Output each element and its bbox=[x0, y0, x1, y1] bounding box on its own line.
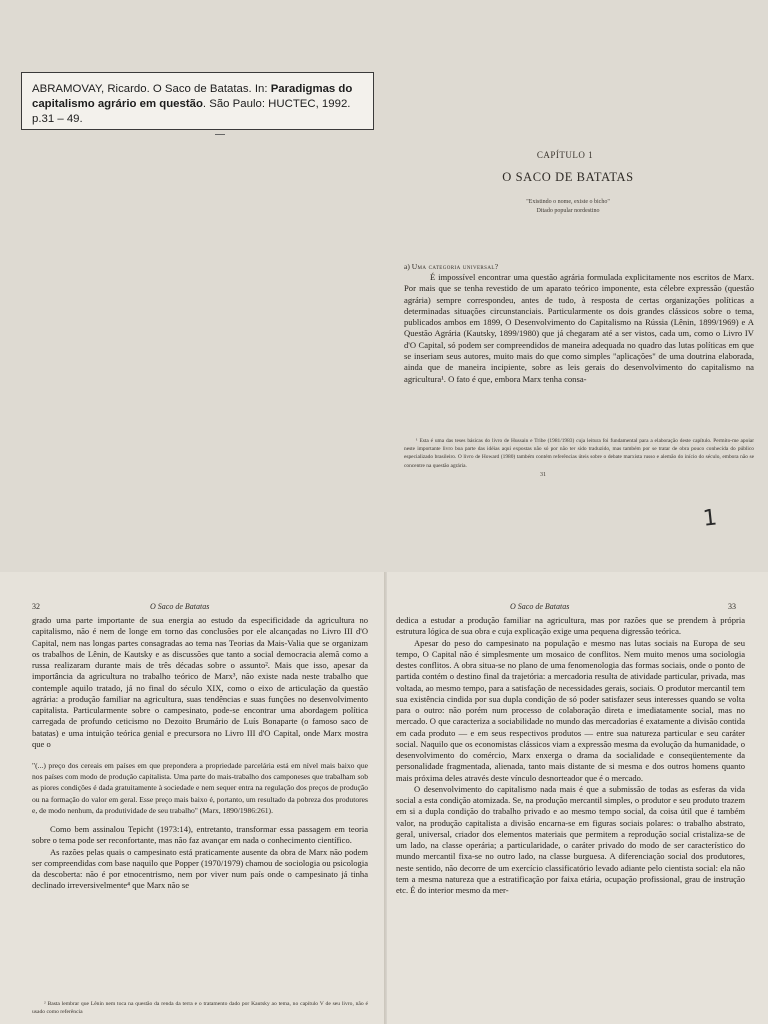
scan-dash-mark bbox=[215, 134, 225, 135]
left-paragraph-1: grado uma parte importante de sua energia ao estudo da especificidade da agricultura no capitalismo, não é nem de longe em torno das conclusões por ele alcançadas no Livro III d'O Capital, nem nas longas partes consagradas ao tema nas Teorias da Mais-Valia que se organizam os trabalhos de Lênin, de Kautsky e as discussões que tanto a social democracia alemã como a russa realizaram durante mais de três décadas sobre o assunto². Mais que isso, apesar da importância da agricultura no trabalho teórico de Marx³, não existe nada neste trabalho que contemple aquilo tratado, já no final do século XIX, como o eixo de articulação da questão agrária: a produção familiar na agricultura, suas tendências e suas funções no desenvolvimento capitalista. Particularmente sobre o campesinato, pode-se encontrar uma abordagem política carregada de profundo ceticismo no Dezoito Brumário de Luís Bonaparte (o famoso saco de batatas) e uma intuição teórica genial e precursora no Livro III d'O Capital, onde Marx mostra que o bbox=[32, 615, 368, 749]
right-running-title-text: O Saco de Batatas bbox=[510, 602, 570, 611]
left-page-footnote bbox=[32, 1000, 368, 1016]
marx-quote-text: "(...) preço dos cereais em países em que prepondera a propriedade parcelária está em nível mais baixo que nos países com modo de produção capitalista. Uma parte do mais-trabalho dos camponeses que trabalham sob as piores condições é dada gratuitamente à sociedade e nem sequer entra na regulação dos preços de produção ou na formação do valor em geral. Esse preço mais baixo é, portanto, um resultado da pobreza dos produtores e, de modo nenhum, da produtividade de seu trabalho" (Marx, 1890/1986:261). bbox=[32, 761, 368, 815]
right-page-column bbox=[396, 615, 745, 896]
right-paragraph-3: O desenvolvimento do capitalismo nada mais é que a submissão de todas as esferas da vida social a esta condição atomizada. Se, na produção mercantil simples, o produtor e seu produto trazem em si a dupla condição do trabalho privado e ao mesmo tempo social, da coisa útil que é também valor, na produção capitalista a divisão encarna-se em figuras sociais polares: o trabalho abstrato, geral, universal, criador dos elementos materiais que permitem a reprodução social cristaliza-se de um lado, na classe operária; a particularidade, o caráter privado do modo de ser característico do mundo mercantil fixa-se no outro lado, na classe burguesa. A diferenciação social dos produtores, neste sentido, não decorre de um exercício classificatório levado adiante pelo cientista social: ela não tem a mesma natureza que a estratificação por faixa etária, ocupação profissional, grau de instrução etc. É do interior mesmo da mer- bbox=[396, 783, 745, 895]
left-running-title-text: O Saco de Batatas bbox=[150, 602, 210, 611]
chapter-title: O SACO DE BATATAS bbox=[502, 170, 634, 184]
top-body-paragraph: É impossível encontrar uma questão agrária formulada explicitamente nos escritos de Marx. Por mais que se tenha revestido de um aparato teórico imponente, esta célebre expressão (questão agrária) sempre correspondeu, antes de tudo, à resposta de certas organizações políticas a determinadas situações circunstanciais. Particularmente os dois grandes clássicos sobre o tema, publicados ambos em 1899, O Desenvolvimento do Capitalismo na Rússia (Lênin, 1899/1969) e A Questão Agrária (Kautsky, 1899/1980) que já chegaram até a ser vistos, cada um, como o Livro IV d'O Capital, só podem ser compreendidos de maneira adequada no quadro das lutas políticas em que se inseriam seus autores, muito mais do que como simples "aplicações" de uma doutrina elaborada, ainda que de maneira incipiente, sobre as leis gerais do desenvolvimento do capitalismo na agricultura¹. O fato é que, embora Marx tenha consa- bbox=[404, 272, 754, 384]
epigraph-source: Ditado popular nordestino bbox=[536, 208, 600, 214]
right-paragraph-1: dedica a estudar a produção familiar na agricultura, mas por razões que se prendem à própria estrutura lógica de sua obra e cuja explicação exige uma pequena digressão teórica. bbox=[396, 615, 745, 637]
right-running-title bbox=[510, 602, 569, 611]
chapter-label: CAPÍTULO 1 bbox=[536, 150, 594, 160]
left-page-number: 32 bbox=[32, 602, 40, 611]
top-page-number: 31 bbox=[540, 472, 546, 478]
page-gutter bbox=[384, 572, 387, 1024]
left-paragraph-2: Como bem assinalou Tepicht (1973:14), entretanto, transformar essa passagem em teoria sobre o tema pode ser reconfortante, mas não faz avançar em nada o conhecimento científico. bbox=[32, 824, 368, 846]
left-paragraph-3: As razões pelas quais o campesinato está praticamente ausente da obra de Marx não podem ser compreendidas com base naquilo que Popper (1970/1979) chamou de sociologia ou psicologia da descoberta: não é por etnocentrismo, nem por viver num país onde o campesinato já tinha declinado irreversivelmente⁴ que Marx não se bbox=[32, 846, 368, 891]
citation-author: ABRAMOVAY, Ricardo. O Saco de Batatas. In: bbox=[32, 83, 271, 95]
footnote-1: ¹ Esta é uma das teses básicas do livro de Hussain e Tribe (1981/1983) cuja leitura foi fundamental para a elaboração deste capítulo. Permito-me apoiar neste importante livro boa parte das idéias aqui expostas não só por não ter sido traduzido, mas também por se tratar de obra pouco conhecida do público especializado brasileiro. O livro de Howard (1980) também contém referências úteis sobre o debate marxista russo e alemão do início do século, embora não se concentre na questão agrária. bbox=[404, 438, 754, 469]
epigraph bbox=[478, 198, 658, 216]
top-page-footnote bbox=[404, 437, 754, 470]
section-title: Uma categoria universal? bbox=[411, 262, 499, 271]
footnote-2: ² Basta lembrar que Lênin nem toca na questão da renda da terra e o tratamento dado por Kautsky ao tema, no capítulo V de seu livro, não é usado como referência bbox=[32, 1001, 368, 1015]
left-page-column bbox=[32, 615, 368, 892]
marx-quote bbox=[32, 760, 368, 816]
section-marker: a) bbox=[404, 262, 410, 271]
citation-publisher: . São Paulo: HUCTEC, 1992. p.31 – 49. bbox=[32, 98, 351, 125]
citation-box bbox=[21, 72, 374, 130]
handwritten-mark: 1 bbox=[701, 505, 719, 532]
section-heading bbox=[404, 262, 499, 271]
left-running-title bbox=[150, 602, 209, 611]
right-page-number: 33 bbox=[728, 602, 736, 611]
citation-book-title: Paradigmas do capitalismo agrário em questão bbox=[32, 83, 353, 110]
right-paragraph-2: Apesar do peso do campesinato na população e mesmo nas lutas sociais na Europa de seu tempo, O Capital não é simplesmente um mosaico de conflitos. Nem muito menos uma sociologia destes conflitos. A obra situa-se no plano de uma fenomenologia das formas sociais, onde o ponto de partida contém o destino final da trajetória: a mercadoria resulta de atividade particular, privada, mas voltada, ao mesmo tempo, para a satisfação de necessidades gerais, sociais. O produtor mercantil tem sua existência cindida por sua dupla condição de só poder satisfazer seus interesses quando se volta para o outro: não porém num processo de colaboração direta e imediatamente social, mas no mercado. O que caracteriza a sociabilidade no mundo das mercadorias é exatamente a divisão contida em cada produto — e em seus respectivos produtos — entre sua natureza particular e seu caráter social. Naquilo que os economistas clássicos viam a expressão mesma da evolução da humanidade, o desenvolvimento do comércio, Marx enxerga o drama da socialidade e conseqüentemente da personalidade fragmentada, alienada, tanto mais distante de si mesma e dos outros homens quanto mais próxima deles através deste vínculo desnorteador que é o mercado. bbox=[396, 637, 745, 783]
epigraph-quote: "Existindo o nome, existe o bicho" bbox=[526, 199, 610, 205]
top-page-body bbox=[404, 272, 754, 385]
